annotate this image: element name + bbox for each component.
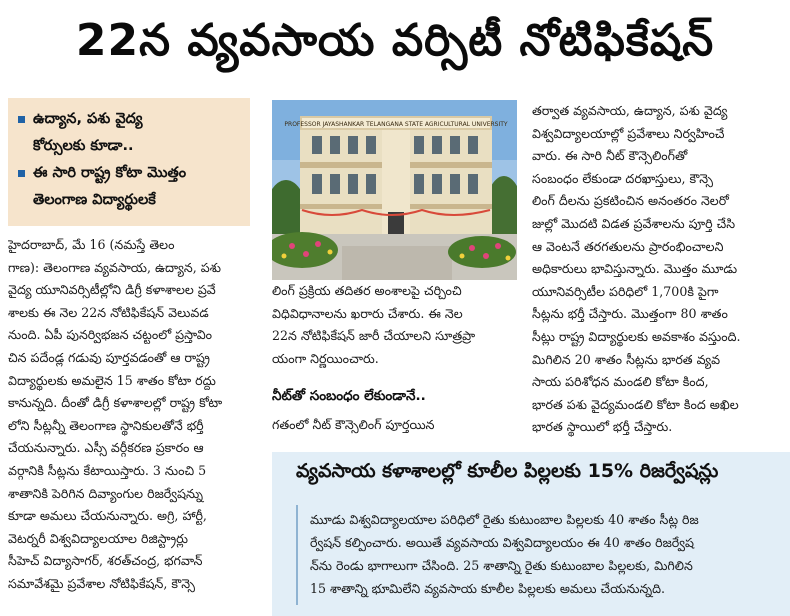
paragraph-line: వెటర్నరీ విశ్వవిద్యాలయాల రిజిస్ట్రార్లు <box>8 530 189 546</box>
paragraph-line: ఆ వెంటనే తరగతులను ప్రారంభించాలని <box>532 238 724 254</box>
paragraph-line: సీహెచ్ విద్యాసాగర్, శరత్‌చంద్ర, భగవాన్ <box>8 553 203 569</box>
paragraph-line: మిగిలిన 20 శాతం సీట్లను భారత వ్యవ <box>532 351 721 367</box>
paragraph-line: తర్వాత వ్యవసాయ, ఉద్యాన, పశు వైద్య <box>532 103 728 118</box>
paragraph-line: సంబంధం లేకుండా దరఖాస్తులు, కౌన్సె <box>532 170 714 186</box>
paragraph-line: హైదరాబాద్, మే 16 (నమస్తే తెలం <box>8 237 175 252</box>
article-middle-column-continued <box>272 414 517 437</box>
paragraph-line: అధికారులు భావిస్తున్నారు. మొత్తం మూడు <box>532 261 738 277</box>
paragraph-line: జుల్లో మొదటి విడత ప్రవేశాలను పూర్తి చేసి <box>532 215 736 231</box>
paragraph-line: శాలకు ఈ నెల 22న నోటిఫికేషన్ వెలువడ <box>8 304 209 320</box>
section-subheading: నీట్‌తో సంబంధం లేకుండానే.. <box>272 388 426 404</box>
paragraph-line: సీట్లు రాష్ట్ర విద్యార్థులకు అవకాశం వస్తుంది. <box>532 328 741 344</box>
paragraph-line: లింగ్ దీలను ప్రకటించిన అనంతరం నెలరో <box>532 193 729 209</box>
paragraph-line: భారత పశు వైద్యమండలి కోటా కింద అఖిల <box>532 396 739 412</box>
paragraph-line: గాణ): తెలంగాణ వ్యవసాయ, ఉద్యాన, పశు <box>8 259 222 275</box>
paragraph-line: న్‌ను రెండు భాగాలుగా చేసింది. 25 శాతాన్ని రైతు కుటుంబాల పిల్లలకు, మిగిలిన <box>310 558 693 573</box>
paragraph-line: లోని సీట్లన్నీ తెలంగాణ స్థానికులతోనే భర్తీ <box>8 417 204 433</box>
paragraph-line: చిన పదేండ్ల గడువు పూర్తవడంతో ఆ రాష్ట్ర <box>8 349 210 365</box>
paragraph-line: ర్వేషన్ కల్పించారు. అయితే వ్యవసాయ విశ్వవిద్యాలయం ఈ 40 శాతం రిజర్వేష <box>310 535 694 550</box>
university-building-image <box>272 100 517 280</box>
bullet-icon <box>18 170 25 177</box>
article-middle-column <box>272 280 517 370</box>
highlight-item <box>18 106 242 133</box>
paragraph-line: యంగా నిర్ణయించారు. <box>272 350 379 366</box>
highlight-item <box>18 187 242 214</box>
highlight-text: ఉద్యాన, పశు వైద్య <box>33 111 143 127</box>
highlight-item <box>18 133 242 160</box>
paragraph-line: విధివిధానాలను ఖరారు చేశారు. ఈ నెల <box>272 305 463 321</box>
paragraph-line: సమావేశమై ప్రవేశాల నోటిఫికేషన్, కౌన్సె <box>8 575 195 591</box>
paragraph-line: మూడు విశ్వవిద్యాలయాల పరిధిలో రైతు కుటుంబాల పిల్లలకు 40 శాతం సీట్ల రిజ <box>310 512 699 527</box>
highlight-text: తెలంగాణ విద్యార్థులకే <box>33 192 156 208</box>
paragraph-line: వర్గానికి సీట్లను కేటాయిస్తారు. 3 నుంచి 5 <box>8 462 207 478</box>
paragraph-line: లింగ్ ప్రక్రియ తదితర అంశాలపై చర్చించి <box>272 283 462 298</box>
paragraph-line: సీట్లను భర్తీ చేస్తారు. మొత్తంగా 80 శాతం <box>532 306 728 322</box>
article-left-column <box>8 234 256 596</box>
article-right-column <box>532 100 782 439</box>
bullet-icon <box>18 116 25 123</box>
article-headline: 22న వ్యవసాయ వర్సిటీ నోటిఫికేషన్ <box>75 15 715 66</box>
building-sign-text: PROFESSOR JAYASHANKAR TELANGANA STATE AGRICULTURAL UNIVERSITY <box>284 121 508 128</box>
paragraph-line: 15 శాతాన్ని భూమిలేని వ్యవసాయ కూలీల పిల్లలకు అమలు చేయనున్నది. <box>310 581 665 596</box>
highlight-item <box>18 160 242 187</box>
paragraph-line: వారు. ఈ సారి నీట్ కౌన్సెలింగ్‌తో <box>532 148 688 164</box>
highlight-text: ఈ సారి రాష్ట్ర కోటా మొత్తం <box>33 165 187 181</box>
paragraph-line: నుంది. ఏపీ పునర్విభజన చట్టంలో ప్రస్తావిం <box>8 327 213 343</box>
highlights-box <box>8 98 250 226</box>
box-title: వ్యవసాయ కళాశాలల్లో కూలీల పిల్లలకు 15% రిజర్వేషన్లు <box>296 460 719 482</box>
highlight-text: కోర్సులకు కూడా.. <box>33 138 134 154</box>
paragraph-line: సాయ పరిశోధన మండలి కోటా కింద, <box>532 374 709 390</box>
box-body <box>310 508 780 600</box>
paragraph-line: కూడా అమలు చేయనున్నారు. అగ్రి, హార్టీ, <box>8 508 207 524</box>
paragraph-line: యూనివర్సిటీల పరిధిలో 1,700కి పైగా <box>532 283 719 299</box>
paragraph-line: 22న నోటిఫికేషన్ జారీ చేయాలని సూత్రప్రా <box>272 328 476 344</box>
university-photo <box>272 100 517 280</box>
paragraph-line: విశ్వవిద్యాలయాల్లో ప్రవేశాలు నిర్వహించే <box>532 125 725 141</box>
paragraph-line: వైద్య యూనివర్సిటీల్లోని డిగ్రీ కళాశాలల ప్రవే <box>8 282 216 298</box>
box-divider <box>296 505 298 605</box>
paragraph-line: శాతానికి పెరిగిన దివ్యాంగుల రిజర్వేషన్ను <box>8 485 203 501</box>
paragraph-line: విద్యార్థులకు అమలైన 15 శాతం కోటా రద్దు <box>8 372 216 388</box>
paragraph-line: చేయనున్నారు. ఎస్సీ వర్గీకరణ ప్రకారం ఆ <box>8 440 204 456</box>
paragraph-line: భారత స్థాయిలో భర్తీ చేస్తారు. <box>532 419 673 435</box>
paragraph-line: కానున్నది. దీంతో డిగ్రీ కళాశాలల్లో రాష్ట్ర కోటా <box>8 395 223 411</box>
paragraph-line: గతంలో నీట్ కౌన్సెలింగ్ పూర్తయిన <box>272 417 435 432</box>
